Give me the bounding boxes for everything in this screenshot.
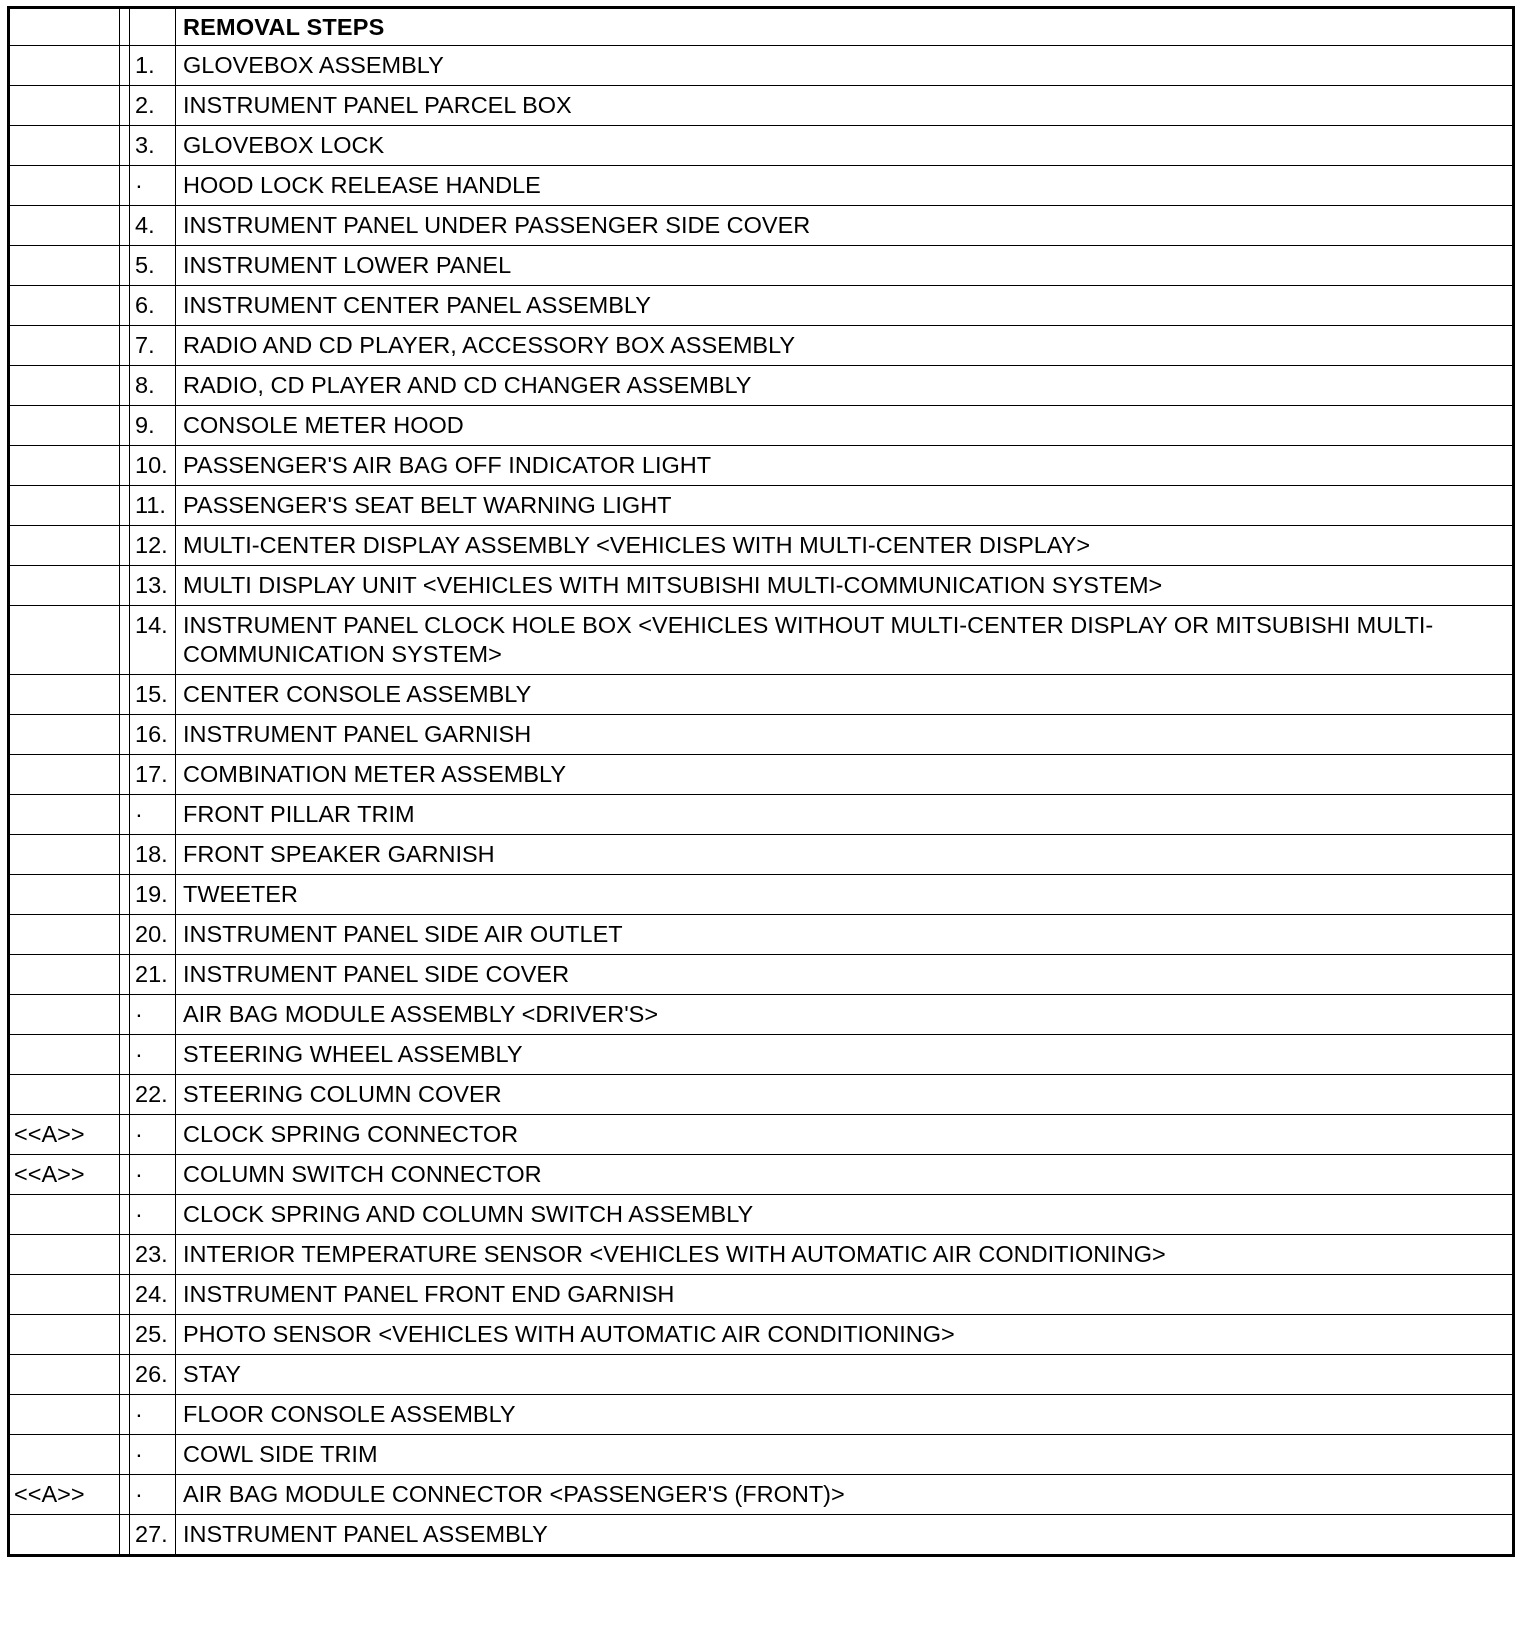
step-description: COWL SIDE TRIM xyxy=(176,1435,1514,1475)
step-reference xyxy=(9,126,120,166)
step-number: 24. xyxy=(130,1275,176,1315)
step-reference xyxy=(9,1315,120,1355)
row-gap-cell xyxy=(120,366,130,406)
table-row xyxy=(9,1155,1514,1195)
table-row xyxy=(9,755,1514,795)
step-number: · xyxy=(130,1195,176,1235)
row-gap-cell xyxy=(120,1275,130,1315)
step-number: 12. xyxy=(130,526,176,566)
table-row xyxy=(9,606,1514,675)
table-row xyxy=(9,246,1514,286)
table-row xyxy=(9,286,1514,326)
step-description: GLOVEBOX ASSEMBLY xyxy=(176,46,1514,86)
row-gap-cell xyxy=(120,1315,130,1355)
step-reference xyxy=(9,486,120,526)
table-row xyxy=(9,126,1514,166)
table-row xyxy=(9,566,1514,606)
table-row xyxy=(9,1315,1514,1355)
step-number: 21. xyxy=(130,955,176,995)
step-number: 27. xyxy=(130,1515,176,1556)
step-description: GLOVEBOX LOCK xyxy=(176,126,1514,166)
removal-steps-page xyxy=(7,6,1515,1557)
step-description: INSTRUMENT PANEL CLOCK HOLE BOX <VEHICLES WITHOUT MULTI-CENTER DISPLAY OR MITSUBISHI MULTI-COMMUNICATION SYSTEM> xyxy=(176,606,1514,675)
step-number: 14. xyxy=(130,606,176,675)
row-gap-cell xyxy=(120,166,130,206)
row-gap-cell xyxy=(120,486,130,526)
row-gap-cell xyxy=(120,715,130,755)
removal-steps-body xyxy=(9,8,1514,1556)
step-reference xyxy=(9,915,120,955)
table-row xyxy=(9,1515,1514,1556)
step-reference xyxy=(9,875,120,915)
header-gap-cell xyxy=(120,8,130,46)
row-gap-cell xyxy=(120,86,130,126)
step-description: RADIO, CD PLAYER AND CD CHANGER ASSEMBLY xyxy=(176,366,1514,406)
step-reference: <<A>> xyxy=(9,1115,120,1155)
step-reference xyxy=(9,1075,120,1115)
row-gap-cell xyxy=(120,1035,130,1075)
row-gap-cell xyxy=(120,526,130,566)
table-row xyxy=(9,526,1514,566)
step-reference xyxy=(9,1515,120,1556)
step-description: INSTRUMENT CENTER PANEL ASSEMBLY xyxy=(176,286,1514,326)
table-row xyxy=(9,486,1514,526)
step-description: PASSENGER'S SEAT BELT WARNING LIGHT xyxy=(176,486,1514,526)
step-number: 26. xyxy=(130,1355,176,1395)
step-description: INSTRUMENT LOWER PANEL xyxy=(176,246,1514,286)
table-row xyxy=(9,835,1514,875)
step-description: FLOOR CONSOLE ASSEMBLY xyxy=(176,1395,1514,1435)
step-description: COLUMN SWITCH CONNECTOR xyxy=(176,1155,1514,1195)
step-description: INTERIOR TEMPERATURE SENSOR <VEHICLES WITH AUTOMATIC AIR CONDITIONING> xyxy=(176,1235,1514,1275)
row-gap-cell xyxy=(120,675,130,715)
row-gap-cell xyxy=(120,566,130,606)
step-number: · xyxy=(130,1475,176,1515)
step-reference xyxy=(9,566,120,606)
table-row xyxy=(9,1235,1514,1275)
step-number: 23. xyxy=(130,1235,176,1275)
step-reference xyxy=(9,1275,120,1315)
step-number: 7. xyxy=(130,326,176,366)
step-reference xyxy=(9,955,120,995)
table-row xyxy=(9,1395,1514,1435)
step-number: · xyxy=(130,1115,176,1155)
step-number: 16. xyxy=(130,715,176,755)
table-row xyxy=(9,166,1514,206)
step-number: · xyxy=(130,795,176,835)
step-description: PASSENGER'S AIR BAG OFF INDICATOR LIGHT xyxy=(176,446,1514,486)
step-reference xyxy=(9,1435,120,1475)
step-number: 2. xyxy=(130,86,176,126)
row-gap-cell xyxy=(120,246,130,286)
step-description: STAY xyxy=(176,1355,1514,1395)
table-row xyxy=(9,366,1514,406)
row-gap-cell xyxy=(120,1475,130,1515)
step-reference xyxy=(9,86,120,126)
table-header-title: REMOVAL STEPS xyxy=(176,8,1514,46)
step-reference xyxy=(9,1035,120,1075)
step-number: 3. xyxy=(130,126,176,166)
step-number: · xyxy=(130,1435,176,1475)
step-reference xyxy=(9,1235,120,1275)
step-description: STEERING COLUMN COVER xyxy=(176,1075,1514,1115)
step-number: 10. xyxy=(130,446,176,486)
step-number: · xyxy=(130,1395,176,1435)
removal-steps-table xyxy=(7,6,1515,1557)
table-row xyxy=(9,1075,1514,1115)
table-row xyxy=(9,675,1514,715)
step-description: FRONT SPEAKER GARNISH xyxy=(176,835,1514,875)
step-number: 5. xyxy=(130,246,176,286)
step-description: MULTI-CENTER DISPLAY ASSEMBLY <VEHICLES WITH MULTI-CENTER DISPLAY> xyxy=(176,526,1514,566)
table-row xyxy=(9,1115,1514,1155)
row-gap-cell xyxy=(120,1235,130,1275)
step-description: COMBINATION METER ASSEMBLY xyxy=(176,755,1514,795)
step-description: FRONT PILLAR TRIM xyxy=(176,795,1514,835)
step-reference xyxy=(9,795,120,835)
step-reference xyxy=(9,835,120,875)
step-number: · xyxy=(130,1035,176,1075)
table-row xyxy=(9,795,1514,835)
step-description: TWEETER xyxy=(176,875,1514,915)
header-num-cell xyxy=(130,8,176,46)
table-row xyxy=(9,915,1514,955)
step-description: PHOTO SENSOR <VEHICLES WITH AUTOMATIC AIR CONDITIONING> xyxy=(176,1315,1514,1355)
table-row xyxy=(9,1035,1514,1075)
step-reference xyxy=(9,246,120,286)
step-reference xyxy=(9,326,120,366)
step-reference xyxy=(9,46,120,86)
step-reference xyxy=(9,675,120,715)
step-description: RADIO AND CD PLAYER, ACCESSORY BOX ASSEMBLY xyxy=(176,326,1514,366)
step-number: · xyxy=(130,1155,176,1195)
step-description: AIR BAG MODULE CONNECTOR <PASSENGER'S (FRONT)> xyxy=(176,1475,1514,1515)
table-row xyxy=(9,1355,1514,1395)
step-description: AIR BAG MODULE ASSEMBLY <DRIVER'S> xyxy=(176,995,1514,1035)
step-reference xyxy=(9,1355,120,1395)
table-row xyxy=(9,1435,1514,1475)
step-reference xyxy=(9,715,120,755)
step-reference xyxy=(9,995,120,1035)
step-number: 15. xyxy=(130,675,176,715)
step-description: INSTRUMENT PANEL UNDER PASSENGER SIDE COVER xyxy=(176,206,1514,246)
step-description: INSTRUMENT PANEL SIDE COVER xyxy=(176,955,1514,995)
step-number: 9. xyxy=(130,406,176,446)
step-reference xyxy=(9,526,120,566)
row-gap-cell xyxy=(120,915,130,955)
row-gap-cell xyxy=(120,875,130,915)
step-reference xyxy=(9,755,120,795)
step-reference: <<A>> xyxy=(9,1475,120,1515)
step-description: CENTER CONSOLE ASSEMBLY xyxy=(176,675,1514,715)
step-reference xyxy=(9,606,120,675)
row-gap-cell xyxy=(120,406,130,446)
table-row xyxy=(9,86,1514,126)
step-description: MULTI DISPLAY UNIT <VEHICLES WITH MITSUBISHI MULTI-COMMUNICATION SYSTEM> xyxy=(176,566,1514,606)
table-row xyxy=(9,1275,1514,1315)
step-description: INSTRUMENT PANEL PARCEL BOX xyxy=(176,86,1514,126)
table-row xyxy=(9,995,1514,1035)
row-gap-cell xyxy=(120,1155,130,1195)
step-number: 17. xyxy=(130,755,176,795)
step-number: 11. xyxy=(130,486,176,526)
step-reference xyxy=(9,1395,120,1435)
step-number: · xyxy=(130,995,176,1035)
row-gap-cell xyxy=(120,1355,130,1395)
step-description: CLOCK SPRING CONNECTOR xyxy=(176,1115,1514,1155)
step-number: 25. xyxy=(130,1315,176,1355)
step-number: 4. xyxy=(130,206,176,246)
step-number: 13. xyxy=(130,566,176,606)
table-row xyxy=(9,206,1514,246)
step-number: 6. xyxy=(130,286,176,326)
step-reference xyxy=(9,166,120,206)
step-reference xyxy=(9,366,120,406)
row-gap-cell xyxy=(120,1075,130,1115)
step-reference xyxy=(9,1195,120,1235)
table-row xyxy=(9,326,1514,366)
step-number: 22. xyxy=(130,1075,176,1115)
step-description: INSTRUMENT PANEL FRONT END GARNISH xyxy=(176,1275,1514,1315)
row-gap-cell xyxy=(120,795,130,835)
table-header-row xyxy=(9,8,1514,46)
row-gap-cell xyxy=(120,46,130,86)
row-gap-cell xyxy=(120,755,130,795)
step-number: 19. xyxy=(130,875,176,915)
row-gap-cell xyxy=(120,1395,130,1435)
table-row xyxy=(9,446,1514,486)
table-row xyxy=(9,46,1514,86)
table-row xyxy=(9,1195,1514,1235)
row-gap-cell xyxy=(120,955,130,995)
step-description: CONSOLE METER HOOD xyxy=(176,406,1514,446)
step-reference xyxy=(9,446,120,486)
step-reference xyxy=(9,406,120,446)
row-gap-cell xyxy=(120,1115,130,1155)
row-gap-cell xyxy=(120,126,130,166)
step-number: 18. xyxy=(130,835,176,875)
row-gap-cell xyxy=(120,606,130,675)
row-gap-cell xyxy=(120,206,130,246)
row-gap-cell xyxy=(120,835,130,875)
header-ref-cell xyxy=(9,8,120,46)
row-gap-cell xyxy=(120,1515,130,1556)
row-gap-cell xyxy=(120,995,130,1035)
table-row xyxy=(9,715,1514,755)
row-gap-cell xyxy=(120,1195,130,1235)
row-gap-cell xyxy=(120,326,130,366)
step-number: 20. xyxy=(130,915,176,955)
step-reference xyxy=(9,206,120,246)
table-row xyxy=(9,1475,1514,1515)
step-description: INSTRUMENT PANEL GARNISH xyxy=(176,715,1514,755)
step-description: STEERING WHEEL ASSEMBLY xyxy=(176,1035,1514,1075)
step-number: 1. xyxy=(130,46,176,86)
step-description: CLOCK SPRING AND COLUMN SWITCH ASSEMBLY xyxy=(176,1195,1514,1235)
step-number: 8. xyxy=(130,366,176,406)
step-number: · xyxy=(130,166,176,206)
table-row xyxy=(9,406,1514,446)
row-gap-cell xyxy=(120,1435,130,1475)
row-gap-cell xyxy=(120,446,130,486)
step-description: INSTRUMENT PANEL ASSEMBLY xyxy=(176,1515,1514,1556)
step-description: HOOD LOCK RELEASE HANDLE xyxy=(176,166,1514,206)
table-row xyxy=(9,955,1514,995)
step-description: INSTRUMENT PANEL SIDE AIR OUTLET xyxy=(176,915,1514,955)
row-gap-cell xyxy=(120,286,130,326)
step-reference: <<A>> xyxy=(9,1155,120,1195)
table-row xyxy=(9,875,1514,915)
step-reference xyxy=(9,286,120,326)
